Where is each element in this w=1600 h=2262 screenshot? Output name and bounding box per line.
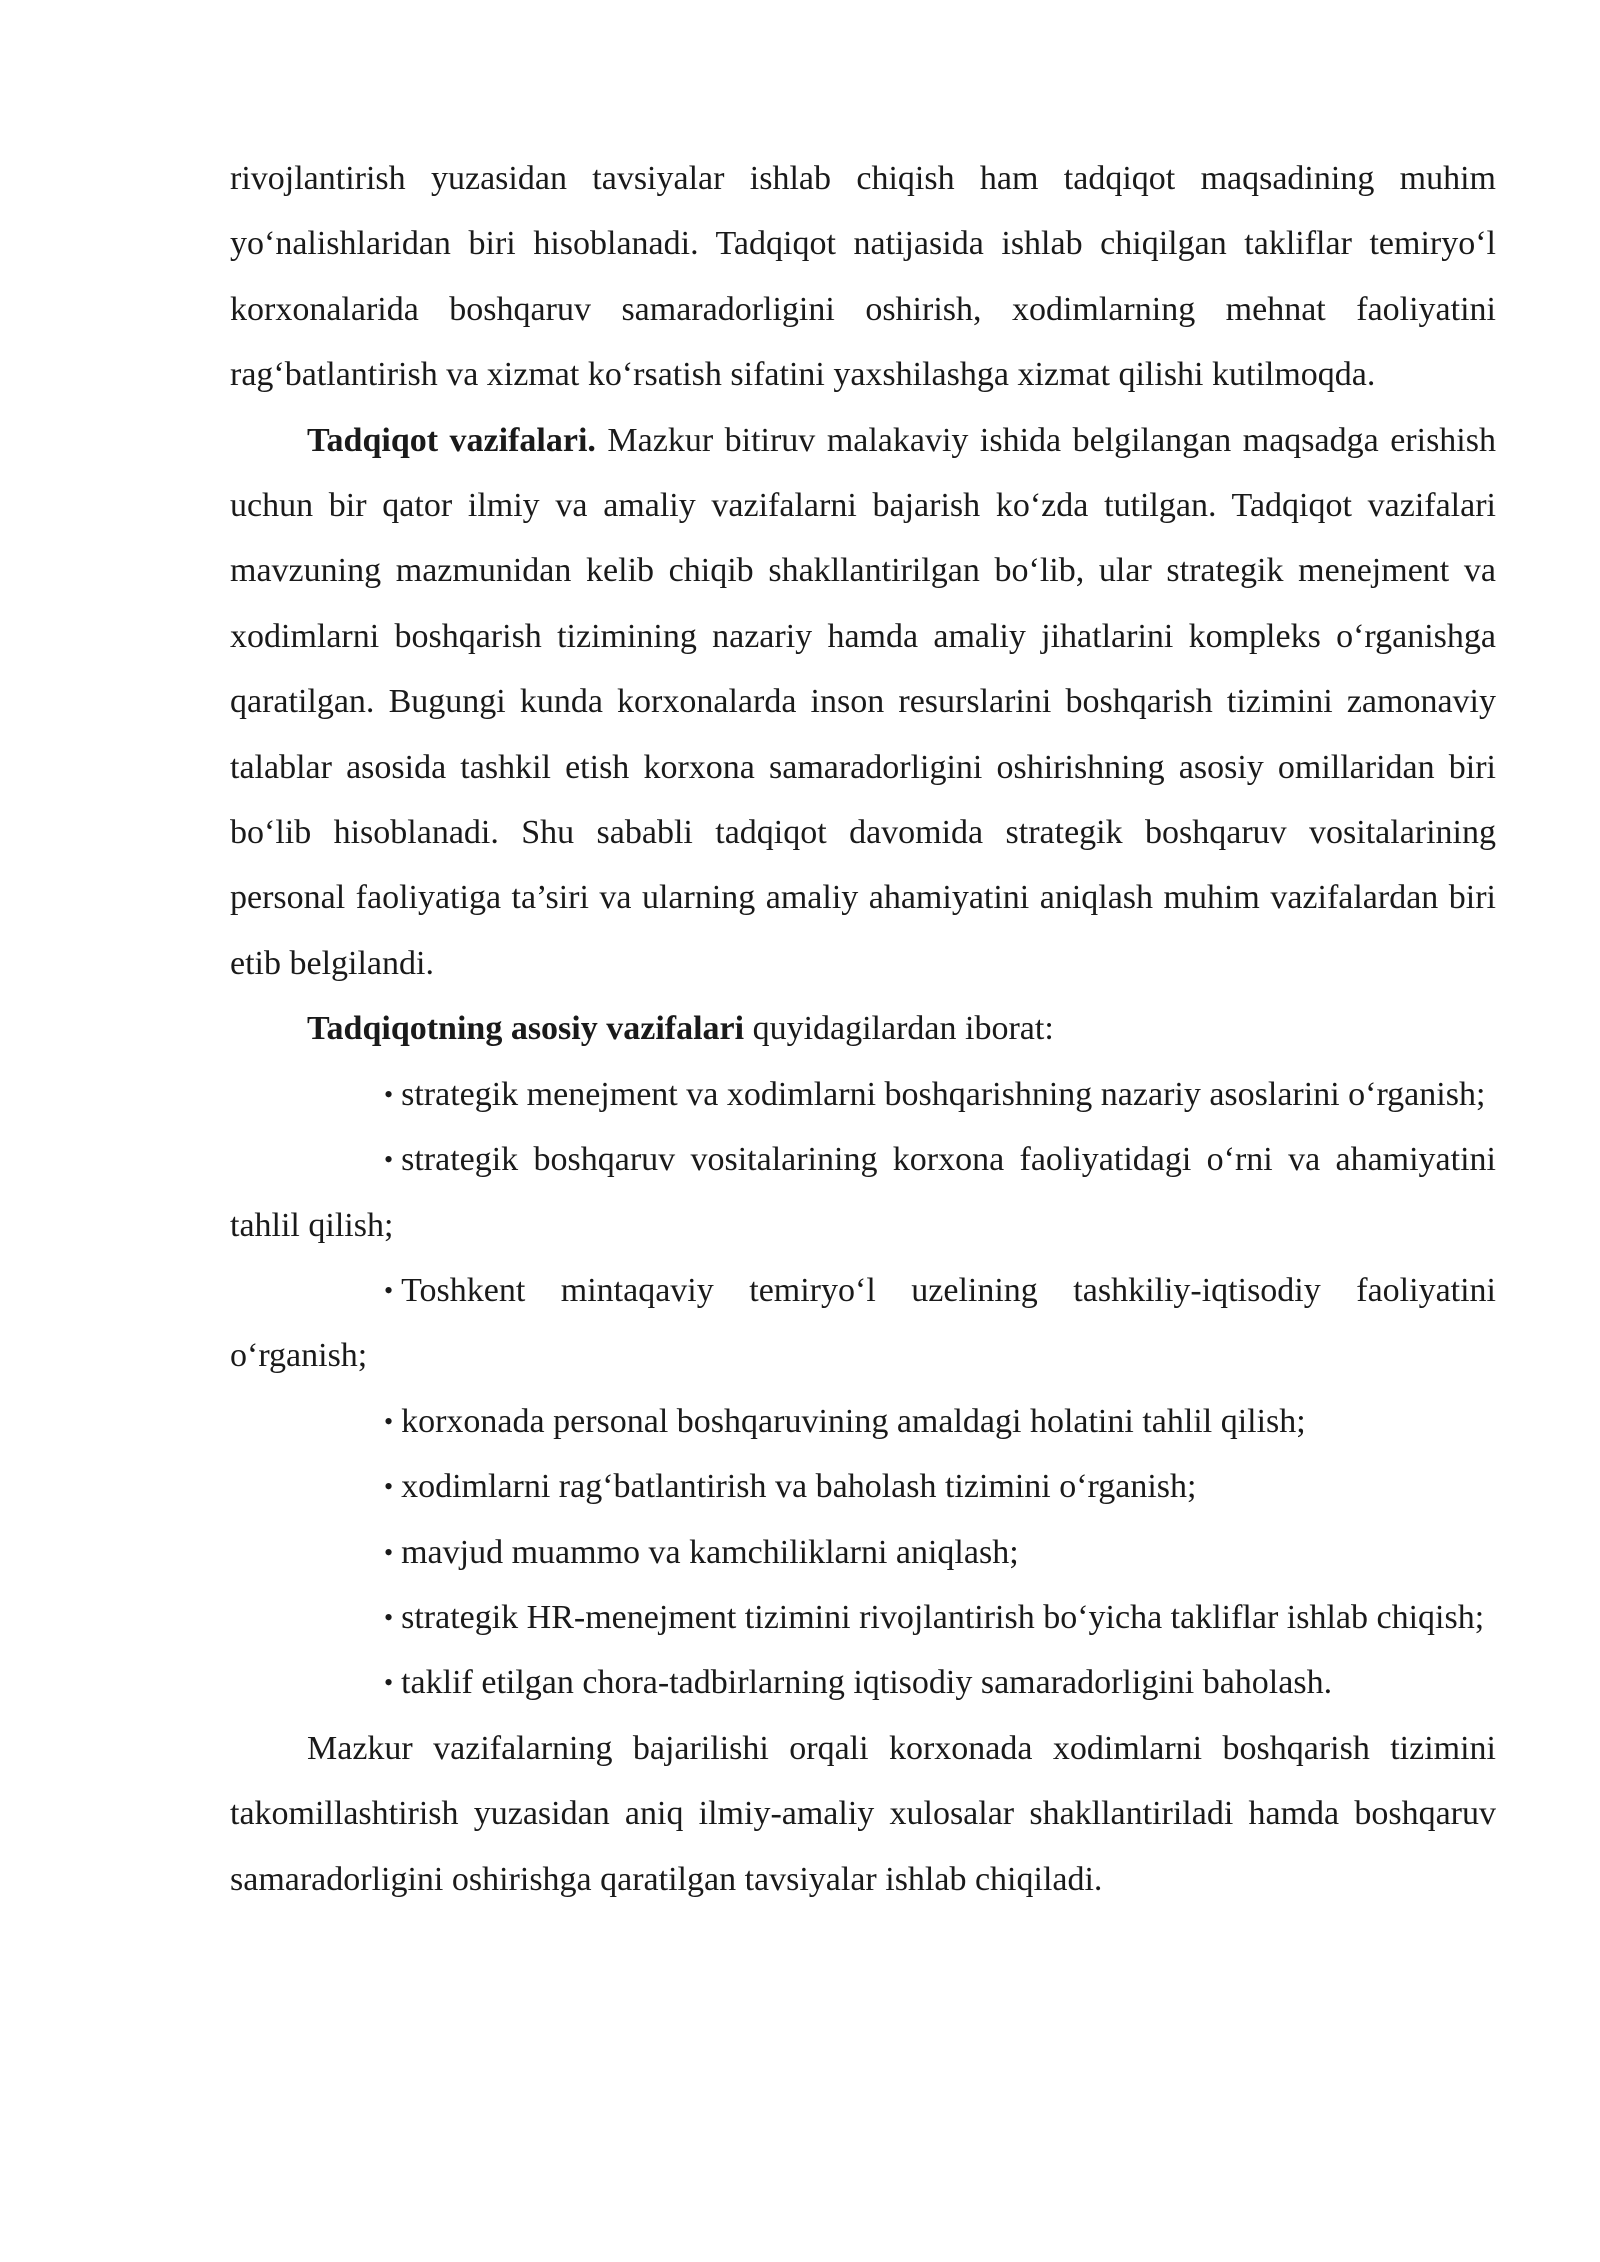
paragraph-text: Mazkur bitiruv malakaviy ishida belgilangan maqsadga erishish uchun bir qator ilmiy va amaliy vazifalarni bajarish ko‘zda tutilgan. Tadqiqot vazifalari mavzuning mazmunidan kelib chiqib shakllantirilgan bo‘lib, ular strategik menejment va xodimlarni boshqarish tizimining nazariy hamda amaliy jihatlarini kompleks o‘rganishga qaratilgan. Bugungi kunda korxonalarda inson resurslarini boshqarish tizimini zamonaviy talablar asosida tashkil etish korxona samaradorligini oshirishning asosiy omillaridan biri bo‘lib hisoblanadi. Shu sababli tadqiqot davomida strategik boshqaruv vositalarining personal faoliyatiga ta’siri va ularning amaliy ahamiyatini aniqlash muhim vazifalardan biri etib belgilandi.	[230, 421, 1496, 982]
list-item	[230, 1520, 1496, 1585]
bullet-icon: •	[384, 1145, 394, 1175]
list-item	[230, 1454, 1496, 1519]
paragraph	[230, 996, 1496, 1061]
bullet-icon: •	[384, 1406, 394, 1436]
bullet-icon: •	[384, 1602, 394, 1632]
paragraph-text: rivojlantirish yuzasidan tavsiyalar ishlab chiqish ham tadqiqot maqsadining muhim yo‘nalishlaridan biri hisoblanadi. Tadqiqot natijasida ishlab chiqilgan takliflar temiryo‘l korxonalarida boshqaruv samaradorligini oshirish, xodimlarning mehnat faoliyatini rag‘batlantirish va xizmat ko‘rsatish sifatini yaxshilashga xizmat qilishi kutilmoqda.	[230, 160, 1496, 394]
list-item-text: taklif etilgan chora-tadbirlarning iqtisodiy samaradorligini baholash.	[401, 1664, 1333, 1702]
bullet-icon: •	[384, 1079, 394, 1109]
list-item-text: mavjud muammo va kamchiliklarni aniqlash;	[401, 1533, 1019, 1571]
bullet-icon: •	[384, 1668, 394, 1698]
list-item-text: korxonada personal boshqaruvining amaldagi holatini tahlil qilish;	[401, 1402, 1306, 1440]
bullet-icon: •	[384, 1472, 394, 1502]
list-item-text: strategik HR-menejment tizimini rivojlantirish bo‘yicha takliflar ishlab chiqish;	[401, 1598, 1485, 1636]
list-item	[230, 1127, 1496, 1258]
list-item-text: Toshkent mintaqaviy temiryo‘l uzelining tashkiliy-iqtisodiy faoliyatini o‘rganish;	[230, 1271, 1496, 1375]
document-page	[230, 146, 1496, 1912]
list-item	[230, 1585, 1496, 1650]
paragraph	[230, 146, 1496, 408]
list-item-text: strategik boshqaruv vositalarining korxona faoliyatidagi o‘rni va ahamiyatini tahlil qilish;	[230, 1141, 1496, 1244]
list-item	[230, 1650, 1496, 1715]
paragraph-text: quyidagilardan iborat:	[744, 1010, 1054, 1048]
bullet-icon: •	[384, 1537, 394, 1567]
paragraph	[230, 408, 1496, 997]
paragraph-text: Mazkur vazifalarning bajarilishi orqali korxonada xodimlarni boshqarish tizimini takomillashtirish yuzasidan aniq ilmiy-amaliy xulosalar shakllantiriladi hamda boshqaruv samaradorligini oshirishga qaratilgan tavsiyalar ishlab chiqiladi.	[230, 1729, 1496, 1898]
paragraph-lead: Tadqiqotning asosiy vazifalari	[307, 1010, 745, 1048]
paragraph-lead: Tadqiqot vazifalari.	[307, 421, 596, 459]
list-item-text: strategik menejment va xodimlarni boshqarishning nazariy asoslarini o‘rganish;	[401, 1075, 1486, 1113]
bullet-icon: •	[384, 1275, 394, 1305]
list-item	[230, 1258, 1496, 1389]
list-item	[230, 1062, 1496, 1127]
list-item	[230, 1389, 1496, 1454]
list-item-text: xodimlarni rag‘batlantirish va baholash tizimini o‘rganish;	[401, 1468, 1197, 1506]
paragraph	[230, 1716, 1496, 1912]
